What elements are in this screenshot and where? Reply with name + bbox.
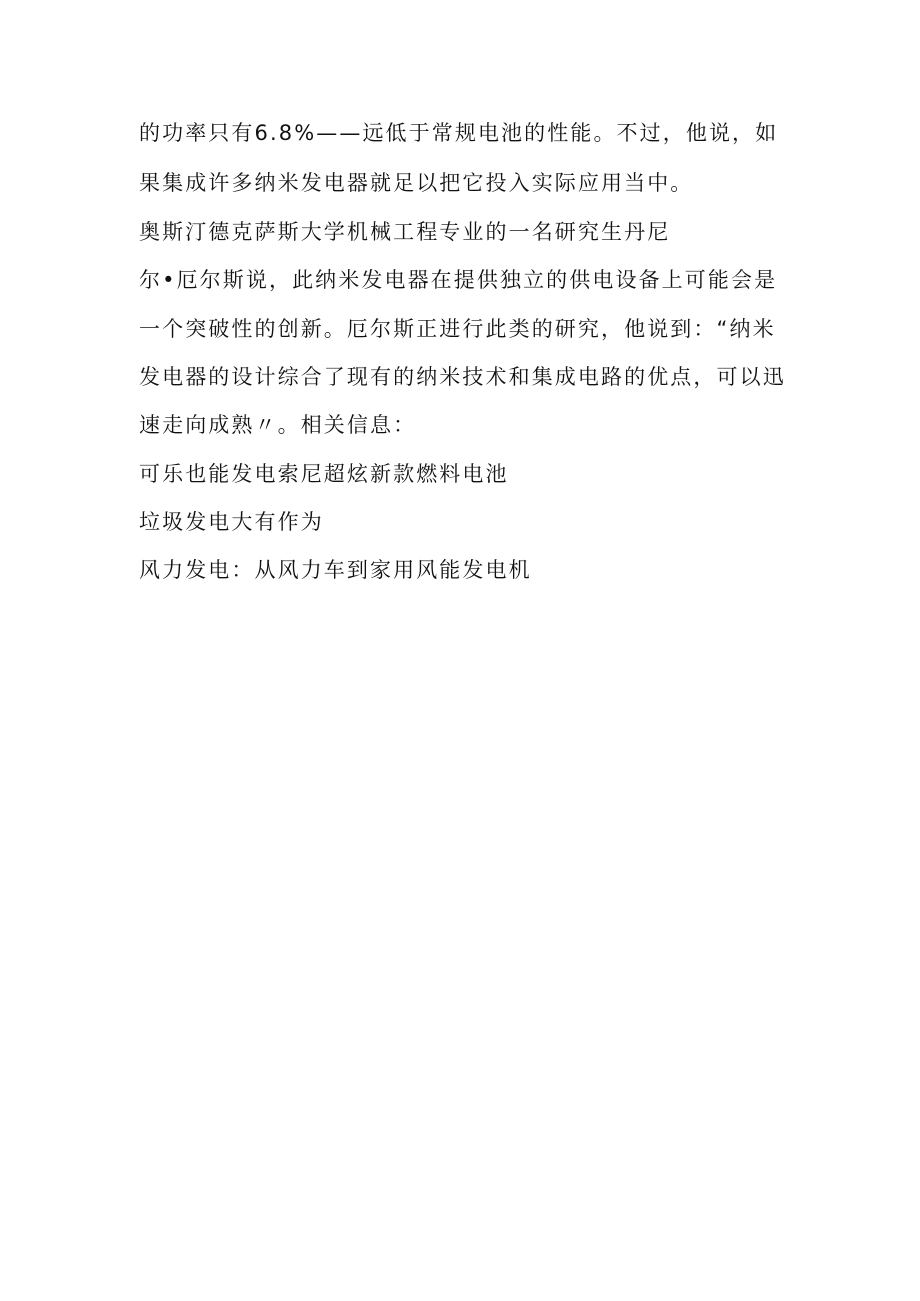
related-link-line: 风力发电：从风力车到家用风能发电机 bbox=[139, 558, 532, 582]
related-link-line: 可乐也能发电索尼超炫新款燃料电池 bbox=[139, 462, 509, 486]
paragraph-line: 发电器的设计综合了现有的纳米技术和集成电路的优点，可以迅 bbox=[139, 365, 786, 389]
paragraph-line: 的功率只有6.8%——远低于常规电池的性能。不过，他说，如 bbox=[139, 121, 779, 145]
paragraph-line: 速走向成熟〃。相关信息： bbox=[139, 413, 417, 437]
paragraph-line: 奥斯汀德克萨斯大学机械工程专业的一名研究生丹尼 bbox=[139, 220, 671, 244]
paragraph-line: 果集成许多纳米发电器就足以把它投入实际应用当中。 bbox=[139, 171, 694, 195]
related-link-line: 垃圾发电大有作为 bbox=[139, 510, 324, 534]
paragraph-line: 尔•厄尔斯说，此纳米发电器在提供独立的供电设备上可能会是 bbox=[139, 268, 778, 292]
paragraph-line: 一个突破性的创新。厄尔斯正进行此类的研究，他说到：“纳米 bbox=[139, 317, 776, 341]
